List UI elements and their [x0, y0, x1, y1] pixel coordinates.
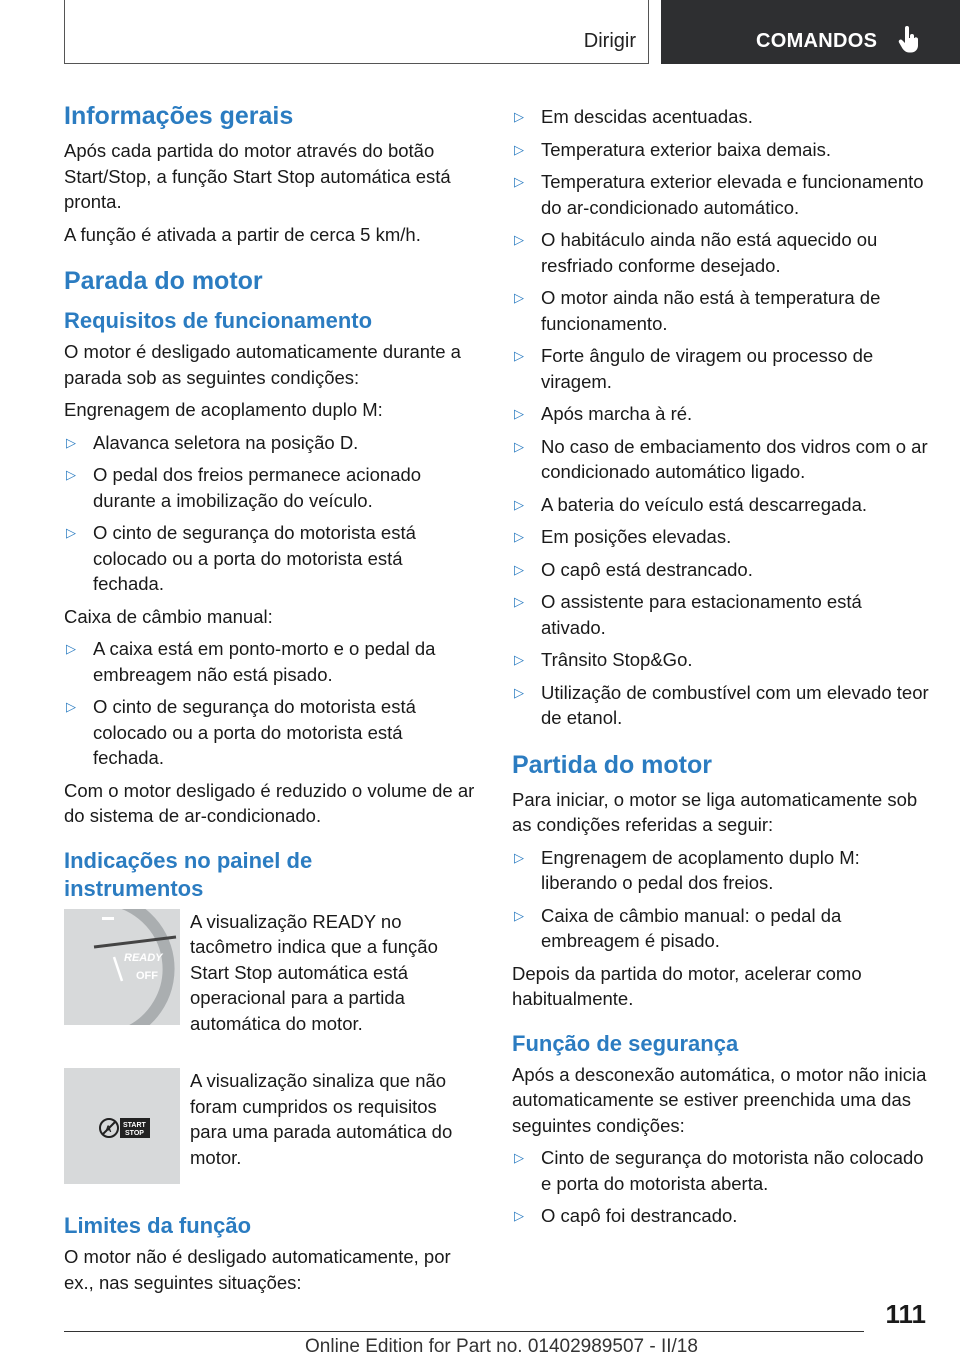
bullet-triangle-icon: ▷: [66, 525, 76, 540]
bullet-triangle-icon: ▷: [514, 141, 524, 157]
svg-text:A: A: [105, 1124, 112, 1134]
bullet-triangle-icon: ▷: [514, 684, 524, 700]
right-column: [512, 104, 930, 1236]
list-item: ▷ O cinto de segurança do motorista está colocado ou a porta do motorista está fechada.: [66, 522, 416, 594]
list-item: ▷ Temperatura exterior baixa demais.: [512, 137, 930, 163]
paragraph: Engrenagem de acoplamento duplo M:: [64, 399, 383, 420]
heading-engine-start: Partida do motor: [512, 750, 713, 779]
bullet-triangle-icon: ▷: [514, 348, 524, 363]
list-limits: [512, 104, 930, 731]
list-item: ▷ Após marcha à ré.: [512, 401, 930, 427]
heading-engine-stop: Parada do motor: [64, 267, 263, 295]
bullet-triangle-icon: ▷: [66, 699, 76, 714]
header-chapter-label: COMANDOS: [756, 30, 878, 52]
header-section-label: Dirigir: [583, 30, 636, 52]
header-chapter-tab: [661, 0, 960, 64]
list-item: ▷ O motor ainda não está à temperatura de funcionamento.: [514, 287, 881, 334]
start-label: START: [123, 1122, 146, 1129]
bullet-triangle-icon: ▷: [514, 561, 524, 577]
list-item: ▷ Em posições elevadas.: [512, 524, 930, 550]
bullet-triangle-icon: ▷: [514, 1150, 524, 1165]
bullet-triangle-icon: ▷: [514, 174, 524, 189]
heading-instrument-panel: Indicações no painel de instrumentos: [64, 847, 313, 901]
figure-text-ready: [180, 909, 478, 1037]
list-start: [512, 845, 930, 954]
paragraph: Para iniciar, o motor se liga automaticamente sob as condições referidas a seguir:: [512, 788, 918, 835]
paragraph: A função é ativada a partir de cerca 5 km/h.: [64, 223, 421, 245]
list-item: ▷ Alavanca seletora na posição D.: [64, 430, 478, 456]
paragraph: Após cada partida do motor através do botão Start/Stop, a função Start Stop automática está pronta.: [64, 140, 451, 212]
figure-text-no-stop: [180, 1068, 478, 1184]
bullet-triangle-icon: ▷: [514, 849, 524, 865]
list-item: ▷ O capô está destrancado.: [512, 557, 930, 583]
bullet-triangle-icon: ▷: [514, 496, 524, 512]
bullet-triangle-icon: ▷: [514, 529, 524, 544]
bullet-triangle-icon: ▷: [514, 594, 524, 609]
heading-limits: Limites da função: [64, 1213, 252, 1238]
stop-label: STOP: [125, 1130, 144, 1137]
bullet-triangle-icon: ▷: [514, 438, 524, 454]
footer-edition: Online Edition for Part no. 01402989507 - II/18: [305, 1336, 698, 1357]
heading-general-info: Informações gerais: [64, 102, 294, 130]
paragraph: Depois da partida do motor, acelerar como habitualmente.: [512, 962, 862, 1009]
bullet-triangle-icon: ▷: [514, 907, 524, 923]
list-item: ▷ O habitáculo ainda não está aquecido ou resfriado conforme desejado.: [514, 229, 878, 276]
tachometer-ready-image: [64, 909, 180, 1025]
bullet-triangle-icon: ▷: [66, 641, 76, 656]
page-number: 111: [885, 1299, 926, 1329]
list-item: ▷ O cinto de segurança do motorista está colocado ou a porta do motorista está fechada.: [66, 696, 416, 768]
bullet-triangle-icon: ▷: [66, 467, 76, 482]
list-safety: [512, 1145, 930, 1229]
ready-label: READY: [124, 951, 163, 964]
list-item: ▷ O pedal dos freios permanece acionado durante a imobilização do veículo.: [66, 464, 422, 511]
paragraph: Caixa de câmbio manual:: [64, 605, 273, 627]
heading-safety-function: Função de segurança: [512, 1030, 739, 1056]
bullet-triangle-icon: ▷: [514, 109, 524, 124]
list-item: ▷ No caso de embaciamento dos vidros com o ar condicionado automático ligado.: [514, 435, 928, 482]
off-label: OFF: [136, 969, 158, 982]
list-item: ▷ Trânsito Stop&Go.: [512, 647, 930, 673]
list-item: ▷ Temperatura exterior elevada e funcionamento do ar-condicionado automático.: [514, 171, 924, 218]
list-item: ▷ O capô foi destrancado.: [512, 1203, 930, 1229]
list-item: ▷ A bateria do veículo está descarregada.: [512, 492, 930, 518]
paragraph: O motor é desligado automaticamente durante a parada sob as seguintes condições:: [64, 341, 461, 388]
paragraph: O motor não é desligado automaticamente, por ex., nas seguintes situações:: [64, 1246, 451, 1293]
list-item: ▷ Engrenagem de acoplamento duplo M: liberando o pedal dos freios.: [514, 846, 860, 893]
bullet-triangle-icon: ▷: [514, 290, 524, 305]
list-item: ▷ Caixa de câmbio manual: o pedal da embreagem é pisado.: [514, 904, 842, 951]
paragraph: Com o motor desligado é reduzido o volume de ar do sistema de ar-condicionado.: [64, 779, 475, 826]
list-item: ▷ O assistente para estacionamento está ativado.: [514, 591, 862, 638]
paragraph: Após a desconexão automática, o motor não inicia automaticamente se estiver preenchida uma das seguintes condições:: [512, 1063, 927, 1136]
list-item: ▷ Em descidas acentuadas.: [512, 104, 930, 130]
bullet-triangle-icon: ▷: [514, 652, 524, 667]
list-item: ▷ Cinto de segurança do motorista não colocado e porta do motorista aberta.: [514, 1147, 924, 1194]
list-dual-clutch: [64, 430, 478, 597]
list-manual: [64, 636, 478, 771]
list-item: ▷ Utilização de combustível com um elevado teor de etanol.: [514, 681, 929, 728]
paragraph: A visualização READY no tacômetro indica que a função Start Stop automática está operacional para a partida automática do motor.: [190, 910, 438, 1034]
figure-row-no-stop: [64, 1068, 478, 1184]
heading-requirements: Requisitos de funcionamento: [64, 308, 373, 333]
hand-pointer-icon: [897, 26, 921, 54]
list-item: ▷ A caixa está em ponto-morto e o pedal da embreagem não está pisado.: [66, 638, 436, 685]
bullet-triangle-icon: ▷: [514, 232, 524, 247]
header-section-tab: [64, 0, 649, 64]
paragraph: A visualização sinaliza que não foram cumpridos os requisitos para uma parada automática do motor.: [190, 1070, 453, 1168]
left-column: [64, 100, 478, 1302]
footer-divider: [64, 1331, 864, 1332]
list-item: ▷ Forte ângulo de viragem ou processo de viragem.: [514, 345, 874, 392]
figure-row-ready: [64, 909, 478, 1037]
bullet-triangle-icon: ▷: [514, 406, 524, 421]
bullet-triangle-icon: ▷: [66, 434, 76, 450]
start-stop-inactive-image: [64, 1068, 180, 1184]
bullet-triangle-icon: ▷: [514, 1208, 524, 1223]
